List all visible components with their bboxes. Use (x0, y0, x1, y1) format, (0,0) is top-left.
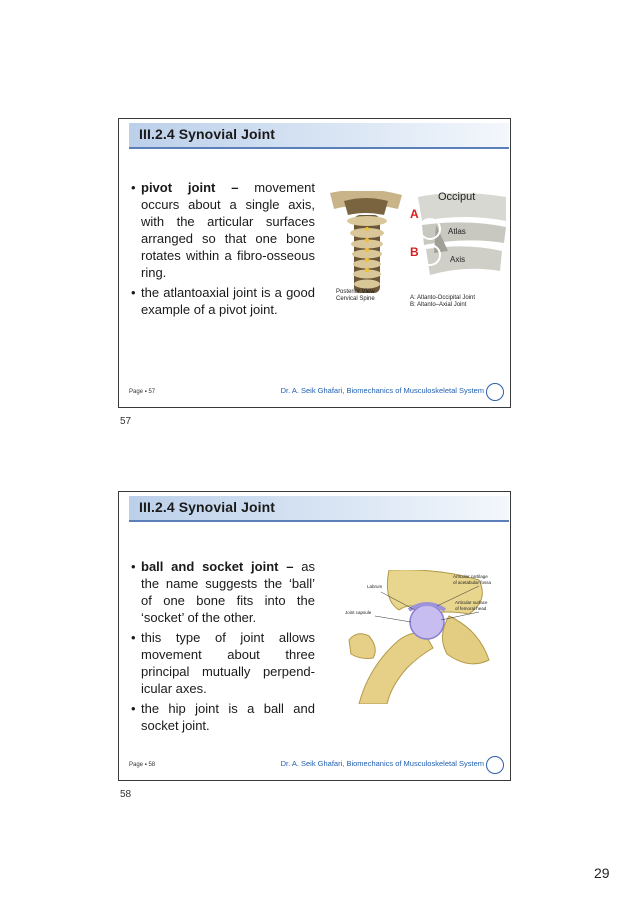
marker-b: B (410, 245, 419, 259)
articular-surface-label: Articular surface of femoral head (455, 600, 488, 611)
university-seal-icon (486, 756, 504, 774)
marker-a: A (410, 207, 419, 221)
bullet-item: • the atlantoaxial joint is a good example of a pivot joint. (131, 285, 315, 317)
bullet-item: • the hip joint is a ball and socket joint. (131, 701, 315, 733)
cervical-spine-figure (326, 191, 508, 317)
occiput-label: Occiput (438, 191, 476, 203)
slide-title: III.2.4 Synovial Joint (139, 126, 276, 142)
bullet-list (129, 179, 315, 321)
slide-number: 57 (120, 416, 132, 427)
slide-page-label: Page ▪ 58 (129, 762, 156, 768)
figure-caption-view: Posterior View Cervical Spine (336, 289, 375, 302)
slide-title-bar (129, 123, 509, 149)
articular-cartilage-label: Articular cartilage of acetabular fossa (453, 574, 492, 585)
slide-title-bar (129, 496, 509, 522)
author-credit: Dr. A. Seik Ghafari, Biomechanics of Musculoskeletal System (280, 759, 484, 768)
slide-page-label: Page ▪ 57 (129, 389, 156, 395)
atlas-label: Atlas (448, 227, 466, 236)
slide-58 (118, 491, 511, 781)
joint-capsule-label: Joint capsule (345, 610, 372, 615)
bullet-item: • this type of joint allows movement about three principal mutually perpend-icular axes. (131, 630, 315, 696)
slide-number: 58 (120, 789, 132, 800)
bullet-item: • pivot joint – movement occurs about a single axis, with the articular surfaces arranged so that one bone rotates within a fibro-osseous ring. (131, 180, 315, 280)
labrum-label: Labrum (367, 584, 383, 589)
slide-57 (118, 118, 511, 408)
bullet-item: • ball and socket joint – as the name suggests the ‘ball’ of one bone fits into the ‘socket’ of the other. (131, 559, 315, 625)
university-seal-icon (486, 383, 504, 401)
bullet-list (129, 558, 315, 737)
page-number: 29 (594, 865, 610, 881)
slide-title: III.2.4 Synovial Joint (139, 499, 276, 515)
figure-caption-joints: A: Atlanto-Occipital Joint B: Altanto–Axial Joint (410, 295, 476, 308)
hip-joint-figure (329, 570, 507, 704)
author-credit: Dr. A. Seik Ghafari, Biomechanics of Musculoskeletal System (280, 386, 484, 395)
hip-illustration (329, 570, 507, 704)
axis-label: Axis (450, 255, 466, 264)
